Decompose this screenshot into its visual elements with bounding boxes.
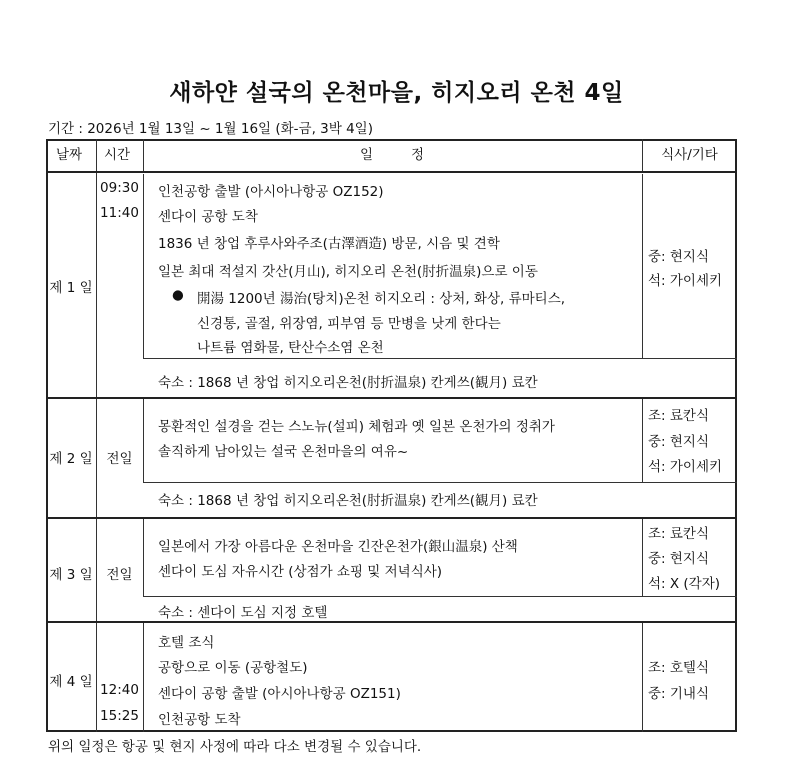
divider — [46, 397, 737, 399]
schedule-line: 몽환적인 설경을 걷는 스노뉴(설피) 체험과 옛 일본 온천가의 정취가 — [158, 419, 555, 435]
meal-line: 중: 현지식 — [648, 551, 710, 567]
meal-line: 중: 기내식 — [648, 686, 710, 702]
divider — [143, 622, 144, 732]
meal-line: 석: 가이세키 — [648, 459, 723, 475]
day-label: 제 2 일 — [49, 451, 93, 467]
meal-line: 조: 료칸식 — [648, 408, 710, 424]
header-time: 시간 — [103, 147, 131, 163]
divider — [143, 358, 737, 359]
divider — [143, 398, 144, 482]
time-cell: 09:30 — [100, 180, 139, 196]
footnote: 위의 일정은 항공 및 현지 사정에 따라 다소 변경될 수 있습니다. — [48, 739, 422, 755]
meal-line: 석: X (각자) — [648, 576, 721, 592]
table-header — [46, 139, 737, 172]
divider — [46, 171, 737, 173]
header-meal: 식사/기타 — [661, 147, 718, 163]
schedule-line: 호텔 조식 — [158, 635, 215, 651]
time-cell: 전일 — [106, 451, 133, 467]
page-title: 새하얀 설국의 온천마을, 히지오리 온천 4일 — [169, 80, 624, 106]
divider — [143, 596, 737, 597]
schedule-line: 인천공항 도착 — [158, 712, 241, 728]
lodging-line: 숙소 : 1868 년 창업 히지오리온천(肘折温泉) 칸게쓰(観月) 료칸 — [158, 493, 538, 509]
schedule-line: 開湯 1200년 湯治(탕치)온천 히지오리 : 상처, 화상, 류마티스, — [197, 291, 566, 307]
meal-line: 중: 현지식 — [648, 249, 710, 265]
time-cell: 15:25 — [100, 708, 139, 724]
meal-line: 석: 가이세키 — [648, 273, 723, 289]
schedule-line: 일본 최대 적설지 갓산(月山), 히지오리 온천(肘折温泉)으로 이동 — [158, 264, 538, 280]
time-cell: 11:40 — [100, 205, 139, 221]
schedule-line: 인천공항 출발 (아시아나항공 OZ152) — [158, 184, 384, 200]
day-label: 제 3 일 — [49, 567, 93, 583]
time-cell: 전일 — [106, 567, 133, 583]
divider — [642, 174, 643, 358]
divider — [96, 139, 97, 732]
schedule-line: 솔직하게 남아있는 설국 온천마을의 여유~ — [158, 444, 409, 460]
divider — [143, 518, 144, 596]
schedule-line: 센다이 공항 도착 — [158, 209, 258, 225]
time-cell: 12:40 — [100, 682, 139, 698]
divider — [143, 174, 144, 358]
day-label: 제 4 일 — [49, 674, 93, 690]
lodging-line: 숙소 : 센다이 도심 지정 호텔 — [158, 605, 328, 621]
schedule-line: 신경통, 골절, 위장염, 피부염 등 만병을 낫게 한다는 — [197, 316, 501, 332]
divider — [46, 621, 737, 623]
header-schedule: 일정 — [359, 147, 463, 163]
divider — [642, 518, 643, 596]
lodging-line: 숙소 : 1868 년 창업 히지오리온천(肘折温泉) 칸게쓰(観月) 료칸 — [158, 375, 538, 391]
schedule-line: 센다이 도심 자유시간 (상점가 쇼핑 및 저녁식사) — [158, 564, 443, 580]
schedule-line: 1836 년 창업 후루사와주조(古澤酒造) 방문, 시음 및 견학 — [158, 236, 500, 252]
header-day: 날짜 — [55, 147, 83, 163]
schedule-line: 일본에서 가장 아름다운 온천마을 긴잔온천가(銀山温泉) 산책 — [158, 539, 518, 555]
divider — [642, 622, 643, 732]
schedule-line: 나트륨 염화물, 탄산수소염 온천 — [197, 340, 384, 356]
divider — [143, 482, 737, 483]
schedule-line: 센다이 공항 출발 (아시아나항공 OZ151) — [158, 686, 401, 702]
divider — [642, 139, 643, 172]
schedule-line: 공항으로 이동 (공항철도) — [158, 660, 308, 676]
meal-line: 중: 현지식 — [648, 434, 710, 450]
meal-line: 조: 호텔식 — [648, 660, 710, 676]
trip-period: 기간 : 2026년 1월 13일 ~ 1월 16일 (화-금, 3박 4일) — [48, 121, 373, 137]
divider — [143, 139, 144, 172]
itinerary-table — [46, 139, 737, 732]
divider — [46, 517, 737, 519]
divider — [642, 398, 643, 482]
bullet-icon: ● — [172, 287, 184, 303]
meal-line: 조: 료칸식 — [648, 526, 710, 542]
day-label: 제 1 일 — [49, 280, 93, 296]
